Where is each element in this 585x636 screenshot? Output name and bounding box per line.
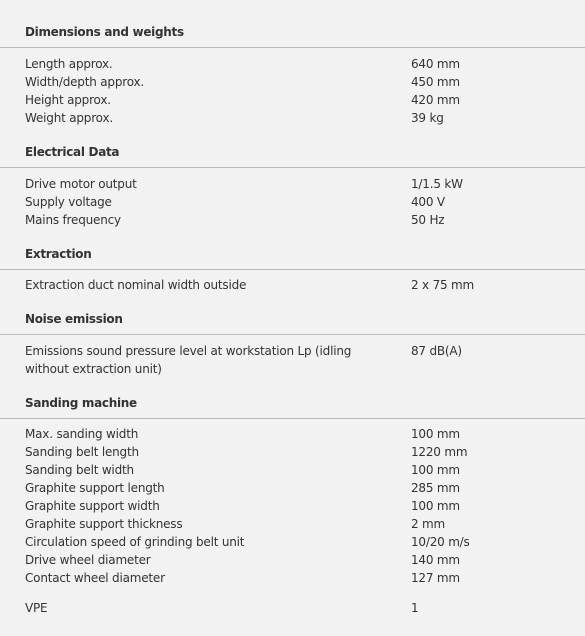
spec-row	[25, 175, 585, 193]
spec-value: 450 mm	[411, 75, 460, 89]
spec-section-electrical	[0, 144, 585, 229]
vpe-label: VPE	[25, 601, 48, 615]
spec-value: 400 V	[411, 195, 445, 209]
spec-section-dimensions	[0, 24, 585, 127]
spec-value: 420 mm	[411, 93, 460, 107]
spec-value: 100 mm	[411, 463, 460, 477]
section-title: Noise emission	[0, 311, 585, 335]
spec-row	[25, 193, 585, 211]
spec-label: Circulation speed of grinding belt unit	[25, 535, 245, 549]
spec-row	[25, 461, 585, 479]
spec-row	[25, 109, 585, 127]
spec-value: 127 mm	[411, 571, 460, 585]
spec-label: Emissions sound pressure level at workstation Lp (idling without extraction unit)	[25, 344, 352, 376]
section-title: Sanding machine	[0, 395, 585, 419]
spec-label: Width/depth approx.	[25, 75, 144, 89]
spec-label: Extraction duct nominal width outside	[25, 278, 247, 292]
spec-label: Weight approx.	[25, 111, 113, 125]
spec-row	[25, 276, 585, 294]
section-title: Electrical Data	[0, 144, 585, 168]
spec-section-vpe	[0, 599, 585, 617]
spec-label: Length approx.	[25, 57, 113, 71]
spec-label: Contact wheel diameter	[25, 571, 165, 585]
spec-row	[25, 211, 585, 229]
spec-section-sanding	[0, 395, 585, 587]
spec-row	[25, 73, 585, 91]
spec-label: Drive wheel diameter	[25, 553, 151, 567]
spec-row	[25, 91, 585, 109]
spec-row	[25, 533, 585, 551]
spec-row	[25, 479, 585, 497]
spec-value: 100 mm	[411, 499, 460, 513]
spec-row	[25, 425, 585, 443]
spec-value: 285 mm	[411, 481, 460, 495]
spec-value: 140 mm	[411, 553, 460, 567]
spec-label: Max. sanding width	[25, 427, 139, 441]
spec-label: Sanding belt width	[25, 463, 134, 477]
spec-label: Sanding belt length	[25, 445, 139, 459]
spec-value: 39 kg	[411, 111, 444, 125]
spec-value: 50 Hz	[411, 213, 445, 227]
spec-label: Graphite support length	[25, 481, 165, 495]
spec-row	[25, 443, 585, 461]
spec-row	[25, 599, 585, 617]
spec-label: Mains frequency	[25, 213, 121, 227]
spec-label: Drive motor output	[25, 177, 137, 191]
spec-row	[25, 515, 585, 533]
spec-value: 10/20 m/s	[411, 535, 470, 549]
spec-label: Graphite support thickness	[25, 517, 183, 531]
spec-row	[25, 497, 585, 515]
spec-section-noise	[0, 311, 585, 378]
spec-section-extraction	[0, 246, 585, 294]
spec-value: 640 mm	[411, 57, 460, 71]
spec-label: Supply voltage	[25, 195, 112, 209]
spec-value: 100 mm	[411, 427, 460, 441]
spec-value: 1220 mm	[411, 445, 468, 459]
section-title: Dimensions and weights	[0, 24, 585, 48]
spec-label: Graphite support width	[25, 499, 160, 513]
spec-value: 1/1.5 kW	[411, 177, 463, 191]
spec-row	[25, 342, 585, 378]
spec-value: 2 x 75 mm	[411, 278, 475, 292]
spec-row	[25, 551, 585, 569]
spec-value: 2 mm	[411, 517, 446, 531]
spec-row	[25, 55, 585, 73]
spec-row	[25, 569, 585, 587]
section-title: Extraction	[0, 246, 585, 270]
spec-label: Height approx.	[25, 93, 111, 107]
spec-value: 87 dB(A)	[411, 344, 462, 358]
vpe-value: 1	[411, 601, 419, 615]
